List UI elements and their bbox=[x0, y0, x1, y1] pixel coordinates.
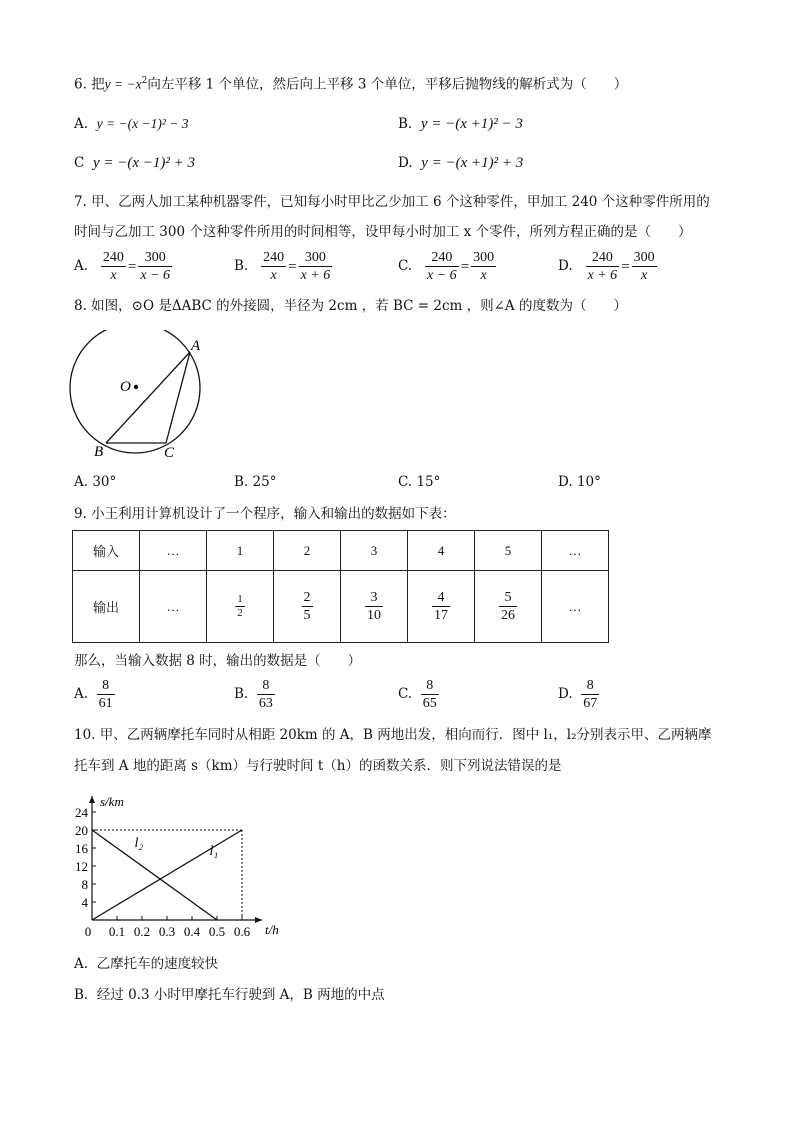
x-tick-label: 0.2 bbox=[133, 924, 151, 939]
q9-option-b[interactable]: B. $\frac{8}{63}$ bbox=[234, 678, 273, 711]
series-line-1 bbox=[92, 830, 242, 920]
q6-option-b[interactable]: B. y = −(x +1)² − 3 bbox=[398, 116, 523, 132]
table-cell: … bbox=[140, 571, 207, 643]
q7-option-d[interactable]: D. $\frac{240}{x + 6}$ = $\frac{300}{x}$ bbox=[558, 250, 655, 283]
x-axis-arrow bbox=[255, 917, 262, 923]
table-row-input bbox=[73, 531, 609, 571]
circumcircle bbox=[70, 330, 200, 453]
table-cell: $\frac{5}{26}$ bbox=[475, 571, 542, 643]
q7-stem-line1: 7. 甲、乙两人加工某种机器零件，已知每小时甲比乙少加工 6 个这种零件，甲加工 240 个这种零件所用的 bbox=[74, 194, 710, 210]
table-header-input: 输入 bbox=[73, 531, 140, 571]
q8-option-a[interactable]: A. 30° bbox=[74, 474, 117, 490]
table-cell: 5 bbox=[475, 531, 542, 571]
table-cell: 4 bbox=[408, 531, 475, 571]
x-tick-label: 0.5 bbox=[208, 924, 226, 939]
q10-stem-line1: 10. 甲、乙两辆摩托车同时从相距 20km 的 A，B 两地出发，相向而行．图中 l₁，l₂分别表示甲、乙两辆摩 bbox=[74, 727, 712, 743]
q9-stem: 9. 小王利用计算机设计了一个程序，输入和输出的数据如下表： bbox=[74, 506, 456, 522]
table-cell: 1 bbox=[207, 531, 274, 571]
io-table bbox=[72, 530, 609, 643]
q9-question: 那么，当输入数据 8 时，输出的数据是（ ） bbox=[74, 653, 362, 669]
y-axis-label: s/km bbox=[100, 794, 124, 809]
table-row-output bbox=[73, 571, 609, 643]
table-cell: $\frac{3}{10}$ bbox=[341, 571, 408, 643]
q9-option-c[interactable]: C. $\frac{8}{65}$ bbox=[398, 678, 437, 711]
y-tick-label: 20 bbox=[75, 823, 88, 838]
series-line-2 bbox=[92, 830, 217, 920]
q8-stem: 8. 如图，⊙O 是ΔABC 的外接圆，半径为 2cm ，若 BC = 2cm ，则∠A 的度数为（ ） bbox=[74, 298, 627, 314]
x-tick-label: 0.4 bbox=[183, 924, 201, 939]
q10-option-b[interactable]: B. 经过 0.3 小时甲摩托车行驶到 A，B 两地的中点 bbox=[74, 987, 385, 1003]
q7-option-a[interactable]: A. $\frac{240}{x}$ = $\frac{300}{x - 6}$ bbox=[74, 250, 171, 283]
q7-option-b[interactable]: B. $\frac{240}{x}$ = $\frac{300}{x + 6}$ bbox=[234, 250, 331, 283]
q7-option-c[interactable]: C. $\frac{240}{x - 6}$ = $\frac{300}{x}$ bbox=[398, 250, 495, 283]
x-axis-label: t/h bbox=[265, 922, 279, 937]
y-tick-label: 16 bbox=[75, 841, 88, 856]
table-cell: $\frac{2}{5}$ bbox=[274, 571, 341, 643]
y-tick-label: 4 bbox=[81, 895, 88, 910]
center-point bbox=[134, 385, 138, 389]
q7-stem-line2: 时间与乙加工 300 个这种零件所用的时间相等，设甲每小时加工 x 个零件，所列方程正确的是（ ） bbox=[74, 224, 692, 240]
y-axis-arrow bbox=[89, 796, 95, 803]
distance-time-chart bbox=[64, 783, 294, 948]
label-o: O bbox=[120, 379, 131, 395]
q6-option-d[interactable]: D. y = −(x +1)² + 3 bbox=[398, 155, 524, 171]
y-tick-label: 12 bbox=[75, 859, 88, 874]
series-label-l1: l₁ bbox=[209, 843, 219, 859]
table-cell: … bbox=[140, 531, 207, 571]
x-tick-label: 0.3 bbox=[158, 924, 176, 939]
label-b: B bbox=[94, 444, 104, 460]
table-header-output: 输出 bbox=[73, 571, 140, 643]
q9-option-a[interactable]: A. $\frac{8}{61}$ bbox=[74, 678, 113, 711]
table-cell: … bbox=[542, 571, 609, 643]
table-cell: $\frac{4}{17}$ bbox=[408, 571, 475, 643]
label-c: C bbox=[164, 445, 175, 461]
circle-figure bbox=[64, 330, 214, 462]
y-tick-label: 8 bbox=[81, 877, 88, 892]
q10-option-a[interactable]: A. 乙摩托车的速度较快 bbox=[74, 956, 219, 972]
q9-option-d[interactable]: D. $\frac{8}{67}$ bbox=[558, 678, 598, 711]
table-cell: $\frac{1}{2}$ bbox=[207, 571, 274, 643]
q10-stem-line2: 托车到 A 地的距离 s（km）与行驶时间 t（h）的函数关系．则下列说法错误的是 bbox=[74, 758, 562, 774]
q6-option-c[interactable]: C y = −(x −1)² + 3 bbox=[74, 155, 195, 171]
label-a: A bbox=[191, 338, 201, 354]
x-tick-label: 0 bbox=[84, 924, 92, 939]
q8-option-c[interactable]: C. 15° bbox=[398, 474, 441, 490]
q8-option-d[interactable]: D. 10° bbox=[558, 474, 601, 490]
q6-stem: 6. 把$y = -x^2$向左平移 1 个单位，然后向上平移 3 个单位，平移后抛物线的解析式为（ ） bbox=[74, 76, 628, 93]
x-tick-label: 0.6 bbox=[233, 924, 251, 939]
q8-option-b[interactable]: B. 25° bbox=[234, 474, 277, 490]
x-tick-label: 0.1 bbox=[108, 924, 126, 939]
table-cell: 3 bbox=[341, 531, 408, 571]
y-tick-label: 24 bbox=[75, 805, 88, 820]
q6-option-a[interactable]: A. y = −(x −1)² − 3 bbox=[74, 116, 189, 132]
table-cell: 2 bbox=[274, 531, 341, 571]
table-cell: … bbox=[542, 531, 609, 571]
series-label-l2: l₂ bbox=[134, 836, 144, 852]
